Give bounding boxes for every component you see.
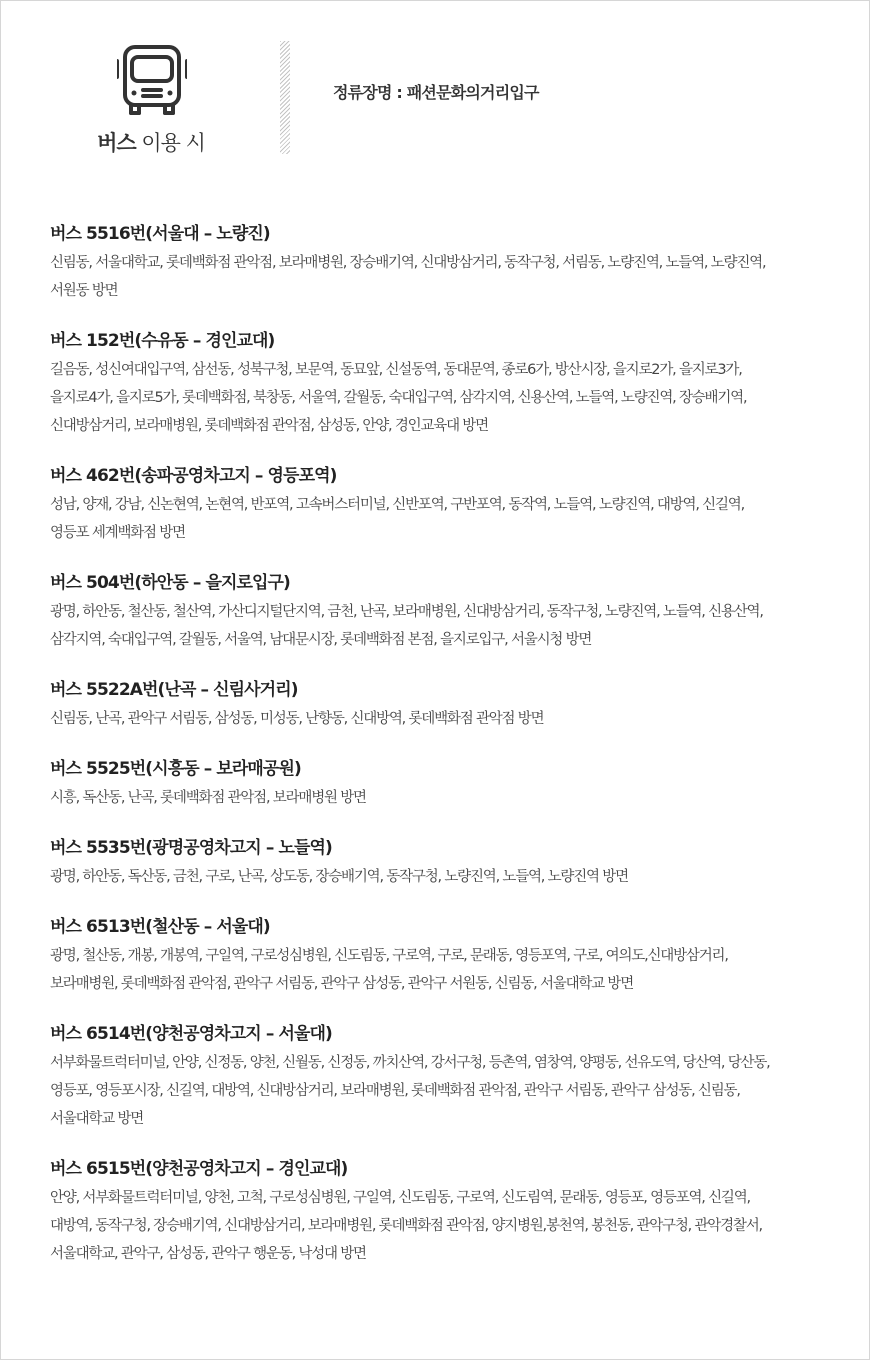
route-title: 버스 462번(송파공영차고지 – 영등포역) (50, 466, 337, 486)
route-block (50, 326, 850, 440)
route-stops-line: 신림동, 서울대학교, 롯데백화점 관악점, 보라매병원, 장승배기역, 신대방삼거리, 동작구청, 서림동, 노량진역, 노들역, 노량진역, (50, 255, 766, 271)
route-title: 버스 6514번(양천공영차고지 – 서울대) (50, 1024, 332, 1044)
route-title: 버스 5522A번(난곡 – 신림사거리) (50, 680, 298, 700)
route-stops-line: 안양, 서부화물트럭터미널, 양천, 고척, 구로성심병원, 구일역, 신도림동, 구로역, 신도림역, 문래동, 영등포, 영등포역, 신길역, (50, 1190, 750, 1206)
route-block (50, 1154, 850, 1268)
bus-icon (117, 43, 187, 115)
route-title: 버스 5535번(광명공영차고지 – 노들역) (50, 838, 332, 858)
route-stops-line: 성남, 양재, 강남, 신논현역, 논현역, 반포역, 고속버스터미널, 신반포역, 구반포역, 동작역, 노들역, 노량진역, 대방역, 신길역, (50, 497, 744, 513)
route-stops-line: 광명, 철산동, 개봉, 개봉역, 구일역, 구로성심병원, 신도림동, 구로역, 구로, 문래동, 영등포역, 구로, 여의도,신대방삼거리, (50, 948, 728, 964)
route-block (50, 675, 850, 733)
route-stops-line: 광명, 하안동, 독산동, 금천, 구로, 난곡, 상도동, 장승배기역, 동작구청, 노량진역, 노들역, 노량진역 방면 (50, 869, 628, 885)
bus-caption (61, 127, 241, 157)
route-block (50, 568, 850, 654)
route-block (50, 754, 850, 812)
caption-bold: 버스 (97, 131, 136, 155)
route-block (50, 912, 850, 998)
route-stops-line: 시흥, 독산동, 난곡, 롯데백화점 관악점, 보라매병원 방면 (50, 790, 366, 806)
route-stops-line: 서부화물트럭터미널, 안양, 신정동, 양천, 신월동, 신정동, 까치산역, 강서구청, 등촌역, 염창역, 양평동, 선유도역, 당산역, 당산동, (50, 1055, 770, 1071)
route-stops-line: 삼각지역, 숙대입구역, 갈월동, 서울역, 남대문시장, 롯데백화점 본점, 을지로입구, 서울시청 방면 (50, 632, 592, 648)
hatched-divider (280, 41, 290, 154)
route-title: 버스 152번(수유동 – 경인교대) (50, 331, 275, 351)
route-stops-line: 광명, 하안동, 철산동, 철산역, 가산디지털단지역, 금천, 난곡, 보라매병원, 신대방삼거리, 동작구청, 노량진역, 노들역, 신용산역, (50, 604, 763, 620)
caption-rest: 이용 시 (135, 131, 205, 155)
route-list (50, 219, 850, 1289)
route-stops-line: 신대방삼거리, 보라매병원, 롯데백화점 관악점, 삼성동, 안양, 경인교육대 방면 (50, 418, 488, 434)
route-block (50, 461, 850, 547)
route-title: 버스 504번(하안동 – 을지로입구) (50, 573, 290, 593)
route-stops-line: 영등포, 영등포시장, 신길역, 대방역, 신대방삼거리, 보라매병원, 롯데백화점 관악점, 관악구 서림동, 관악구 삼성동, 신림동, (50, 1083, 740, 1099)
route-stops-line: 대방역, 동작구청, 장승배기역, 신대방삼거리, 보라매병원, 롯데백화점 관악점, 양지병원,봉천역, 봉천동, 관악구청, 관악경찰서, (50, 1218, 762, 1234)
route-stops-line: 서울대학교 방면 (50, 1111, 144, 1127)
route-block (50, 833, 850, 891)
route-block (50, 219, 850, 305)
route-title: 버스 6515번(양천공영차고지 – 경인교대) (50, 1159, 348, 1179)
route-stops-line: 영등포 세계백화점 방면 (50, 525, 185, 541)
header (1, 1, 869, 171)
route-stops-line: 서울대학교, 관악구, 삼성동, 관악구 행운동, 낙성대 방면 (50, 1246, 366, 1262)
route-stops-line: 신림동, 난곡, 관악구 서림동, 삼성동, 미성동, 난향동, 신대방역, 롯데백화점 관악점 방면 (50, 711, 544, 727)
route-title: 버스 5516번(서울대 – 노량진) (50, 224, 270, 244)
route-stops-line: 길음동, 성신여대입구역, 삼선동, 성북구청, 보문역, 동묘앞, 신설동역, 동대문역, 종로6가, 방산시장, 을지로2가, 을지로3가, (50, 362, 742, 378)
route-title: 버스 6513번(철산동 – 서울대) (50, 917, 270, 937)
route-stops-line: 서원동 방면 (50, 283, 118, 299)
route-stops-line: 을지로4가, 을지로5가, 롯데백화점, 북창동, 서울역, 갈월동, 숙대입구역, 삼각지역, 신용산역, 노들역, 노량진역, 장승배기역, (50, 390, 747, 406)
route-stops-line: 보라매병원, 롯데백화점 관악점, 관악구 서림동, 관악구 삼성동, 관악구 서원동, 신림동, 서울대학교 방면 (50, 976, 634, 992)
route-block (50, 1019, 850, 1133)
stop-name: 정류장명 : 패션문화의거리입구 (333, 83, 539, 102)
route-title: 버스 5525번(시흥동 – 보라매공원) (50, 759, 301, 779)
